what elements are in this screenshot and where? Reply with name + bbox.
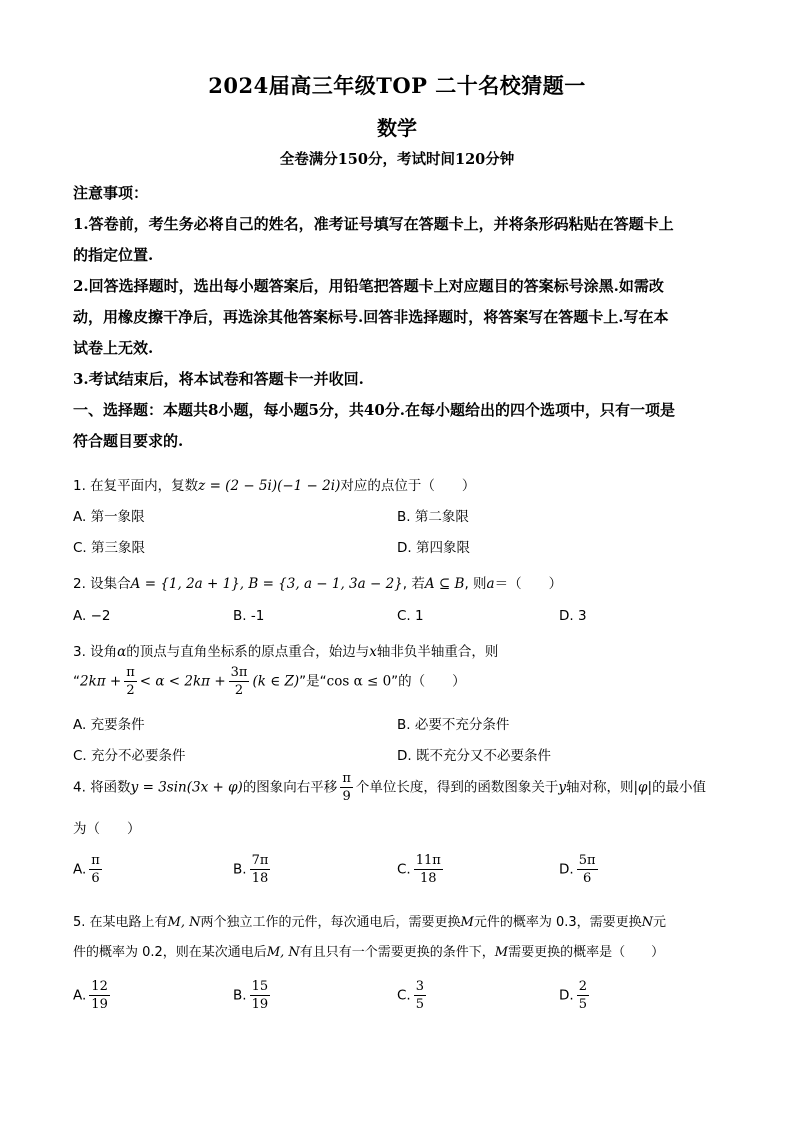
fraction: $\frac{\pi}{9}$ [342, 771, 351, 804]
question-2-option-b[interactable]: B. -1 [233, 608, 265, 624]
question-3-condition: “2kπ + $\frac{\pi}{2}$ < α < 2kπ + $\frac{3\pi}{2}$ (k ∈ Z)”是“cos α ≤ 0”的（ ） [73, 665, 466, 698]
question-5-option-d[interactable]: D. $\frac{2}{5}$ [559, 979, 587, 1012]
question-5-stem: 5. 在某电路上有M, N两个独立工作的元件，每次通电后，需要更换M元件的概率为 0.3，需要更换N元 [73, 915, 667, 930]
question-5-option-a[interactable]: A. $\frac{12}{19}$ [73, 979, 108, 1012]
fraction: $\frac{7\pi}{18}$ [251, 853, 269, 886]
q1-formula: z = (2 − 5i)(−1 − 2i) [198, 478, 341, 494]
question-4-stem: 4. 将函数y = 3sin(3x + φ)的图象向右平移 $\frac{\pi}{9}$ 个单位长度，得到的函数图象关于y轴对称，则|φ|的最小值 [73, 771, 707, 804]
question-2-option-d[interactable]: D. 3 [559, 608, 587, 624]
fraction: $\frac{3\pi}{2}$ [230, 665, 248, 698]
fraction: $\frac{12}{19}$ [91, 979, 108, 1012]
fraction: $\frac{11\pi}{18}$ [415, 853, 441, 886]
instruction-line: 2.回答选择题时，选出每小题答案后，用铅笔把答题卡上对应题目的答案标号涂黑.如需改 [73, 277, 664, 295]
fraction: $\frac{15}{19}$ [251, 979, 269, 1012]
question-3-stem: 3. 设角α的顶点与直角坐标系的原点重合，始边与x轴非负半轴重合，则 [73, 644, 499, 660]
instruction-line: 1.答卷前，考生务必将自己的姓名，准考证号填写在答题卡上，并将条形码粘贴在答题卡上 [73, 215, 674, 233]
fraction: $\frac{5\pi}{6}$ [578, 853, 596, 886]
instruction-line: 的指定位置. [73, 246, 154, 264]
fraction: $\frac{2}{5}$ [578, 979, 587, 1012]
question-4-option-b[interactable]: B. $\frac{7\pi}{18}$ [233, 853, 269, 886]
subject-title: 数学 [377, 116, 417, 140]
instructions [73, 178, 723, 457]
instruction-line: 3.考试结束后，将本试卷和答题卡一并收回. [73, 370, 364, 388]
question-4-option-a[interactable]: A. $\frac{\pi}{6}$ [73, 853, 100, 886]
exam-title: 2024届高三年级TOP 二十名校猜题一 [208, 73, 586, 98]
fraction: $\frac{\pi}{2}$ [126, 665, 135, 698]
instructions-heading: 注意事项： [73, 184, 149, 202]
question-1-option-b[interactable]: B. 第二象限 [397, 509, 469, 525]
fraction: $\frac{3}{5}$ [415, 979, 424, 1012]
question-5-option-c[interactable]: C. $\frac{3}{5}$ [397, 979, 424, 1012]
question-5-stem-cont: 件的概率为 0.2，则在某次通电后M, N有且只有一个需要更换的条件下，M需要更换的概率是（ ） [73, 945, 665, 960]
question-2-option-a[interactable]: A. −2 [73, 608, 111, 624]
question-4-option-c[interactable]: C. $\frac{11\pi}{18}$ [397, 853, 441, 886]
section-heading-line: 符合题目要求的. [73, 432, 184, 450]
question-1-option-a[interactable]: A. 第一象限 [73, 509, 145, 525]
question-3-option-b[interactable]: B. 必要不充分条件 [397, 717, 510, 733]
question-1-option-c[interactable]: C. 第三象限 [73, 540, 146, 556]
question-3-option-d[interactable]: D. 既不充分又不必要条件 [397, 748, 551, 764]
question-4-option-d[interactable]: D. $\frac{5\pi}{6}$ [559, 853, 596, 886]
question-4-stem-cont: 为（ ） [73, 821, 141, 837]
question-1-option-d[interactable]: D. 第四象限 [397, 540, 470, 556]
question-5-option-b[interactable]: B. $\frac{15}{19}$ [233, 979, 269, 1012]
question-3-option-c[interactable]: C. 充分不必要条件 [73, 748, 186, 764]
question-2-stem: 2. 设集合A = {1, 2a + 1}, B = {3, a − 1, 3a − 2}, 若A ⊆ B, 则a＝（ ） [73, 576, 563, 592]
fraction: $\frac{\pi}{6}$ [91, 853, 100, 886]
exam-meta: 全卷满分150分，考试时间120分钟 [279, 151, 515, 168]
question-3-option-a[interactable]: A. 充要条件 [73, 717, 145, 733]
q2-sets: A = {1, 2a + 1}, B = {3, a − 1, 3a − 2} [130, 576, 403, 592]
instruction-line: 试卷上无效. [73, 339, 154, 357]
instruction-line: 动，用橡皮擦干净后，再选涂其他答案标号.回答非选择题时，将答案写在答题卡上.写在本 [73, 308, 669, 326]
section-heading-line: 一、选择题：本题共8小题，每小题5分，共40分.在每小题给出的四个选项中，只有一项是 [73, 401, 675, 419]
question-2-option-c[interactable]: C. 1 [397, 608, 424, 624]
question-1-stem: 1. 在复平面内，复数z = (2 − 5i)(−1 − 2i)对应的点位于（ ） [73, 478, 476, 494]
